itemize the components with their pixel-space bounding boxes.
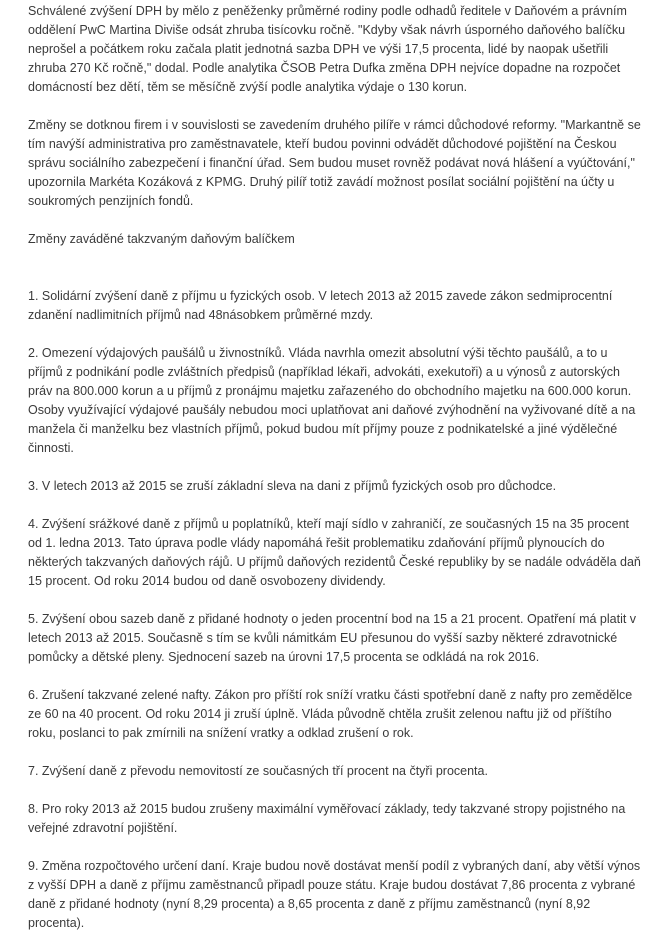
list-item: 3. V letech 2013 až 2015 se zruší základní sleva na dani z příjmů fyzických osob pro důchodce. bbox=[28, 479, 557, 493]
list-item: 6. Zrušení takzvané zelené nafty. Zákon pro příští rok sníží vratku části spotřební daně z nafty pro zemědělce ze 60 na 40 procent. Od roku 2014 ji zruší úplně. Vláda původně chtěla zrušit zelenou naftu již od příštího roku, poslanci to pak zmírnili na snížení vratky a odklad zrušení o rok. bbox=[28, 688, 633, 740]
list-item: 1. Solidární zvýšení daně z příjmu u fyzických osob. V letech 2013 až 2015 zavede zákon sedmiprocentní zdanění nadlimitních příjmů nad 48násobkem průměrné mzdy. bbox=[28, 289, 613, 322]
section-heading: Změny zaváděné takzvaným daňovým balíčkem bbox=[28, 232, 295, 246]
list-item: 7. Zvýšení daně z převodu nemovitostí ze současných tří procent na čtyři procenta. bbox=[28, 764, 488, 778]
intro-paragraph-1: Schválené zvýšení DPH by mělo z peněženky průměrné rodiny podle odhadů ředitele v Daňovém a právním oddělení PwC Martina Diviše odsát zhruba tisícovku ročně. "Kdyby však návrh úsporného daňového balíčku neprošel a počátkem roku začala platit jednotná sazba DPH ve výši 17,5 procenta, lidé by naopak ušetřili zhruba 270 Kč ročně," dodal. Podle analytika ČSOB Petra Dufka změna DPH nejvíce dopadne na rozpočet domácností bez dětí, těm se měsíčně zvýší podle analytika výdaje o 130 korun. bbox=[28, 4, 627, 94]
list-item: 5. Zvýšení obou sazeb daně z přidané hodnoty o jeden procentní bod na 15 a 21 procent. Opatření má platit v letech 2013 až 2015. Současně s tím se kvůli námitkám EU přesunou do vyšší sazby některé zdravotnické pomůcky a dětské pleny. Sjednocení sazeb na úrovni 17,5 procenta se odkládá na rok 2016. bbox=[28, 612, 637, 664]
intro-paragraph-2: Změny se dotknou firem i v souvislosti se zavedením druhého pilíře v rámci důchodové reformy. "Markantně se tím navýší administrativa pro zaměstnavatele, kteří budou povinni odvádět důchodové pojištění na Českou správu sociálního zabezpečení i finanční úřad. Sem budou muset rovněž podávat nová hlášení a vyúčtování," upozornila Markéta Kozáková z KPMG. Druhý pilíř totiž zavádí možnost posílat sociální pojištění na účty u soukromých penzijních fondů. bbox=[28, 118, 641, 208]
list-item: 4. Zvýšení srážkové daně z příjmů u poplatníků, kteří mají sídlo v zahraničí, ze současných 15 na 35 procent od 1. ledna 2013. Tato úprava podle vlády napomáhá řešit problematiku zdaňování příjmů plynoucích do některých takzvaných daňových rájů. U příjmů daňových rezidentů České republiky by se nadále odváděla daň 15 procent. Od roku 2014 budou od daně osvobozeny dividendy. bbox=[28, 517, 641, 588]
list-item: 8. Pro roky 2013 až 2015 budou zrušeny maximální vyměřovací základy, tedy takzvané stropy pojistného na veřejné zdravotní pojištění. bbox=[28, 802, 626, 835]
section-spacer bbox=[28, 268, 641, 287]
list-item: 2. Omezení výdajových paušálů u živnostníků. Vláda navrhla omezit absolutní výši těchto paušálů, a to u příjmů z podnikání podle zvláštních předpisů (například lékaři, advokáti, exekutoři) a u výnosů z autorských práv na 800.000 korun a u příjmů z pronájmu majetku zařazeného do obchodního majetku na 600.000 korun. Osoby využívající výdajové paušály nebudou moci uplatňovat ani daňové zvýhodnění na vyživované dítě a na manžela či manželku bez vlastních příjmů, pokud budou mít příjmy pouze z podnikatelské a jiné výdělečné činnosti. bbox=[28, 346, 636, 455]
list-item: 9. Změna rozpočtového určení daní. Kraje budou nově dostávat menší podíl z vybraných daní, aby větší výnos z vyšší DPH a daně z příjmu zaměstnanců připadl pouze státu. Kraje budou dostávat 7,86 procenta z vybrané daně z přidané hodnoty (nyní 8,29 procenta) a 8,65 procenta z daně z příjmu zaměstnanců (nyní 8,92 procenta). bbox=[28, 859, 641, 930]
